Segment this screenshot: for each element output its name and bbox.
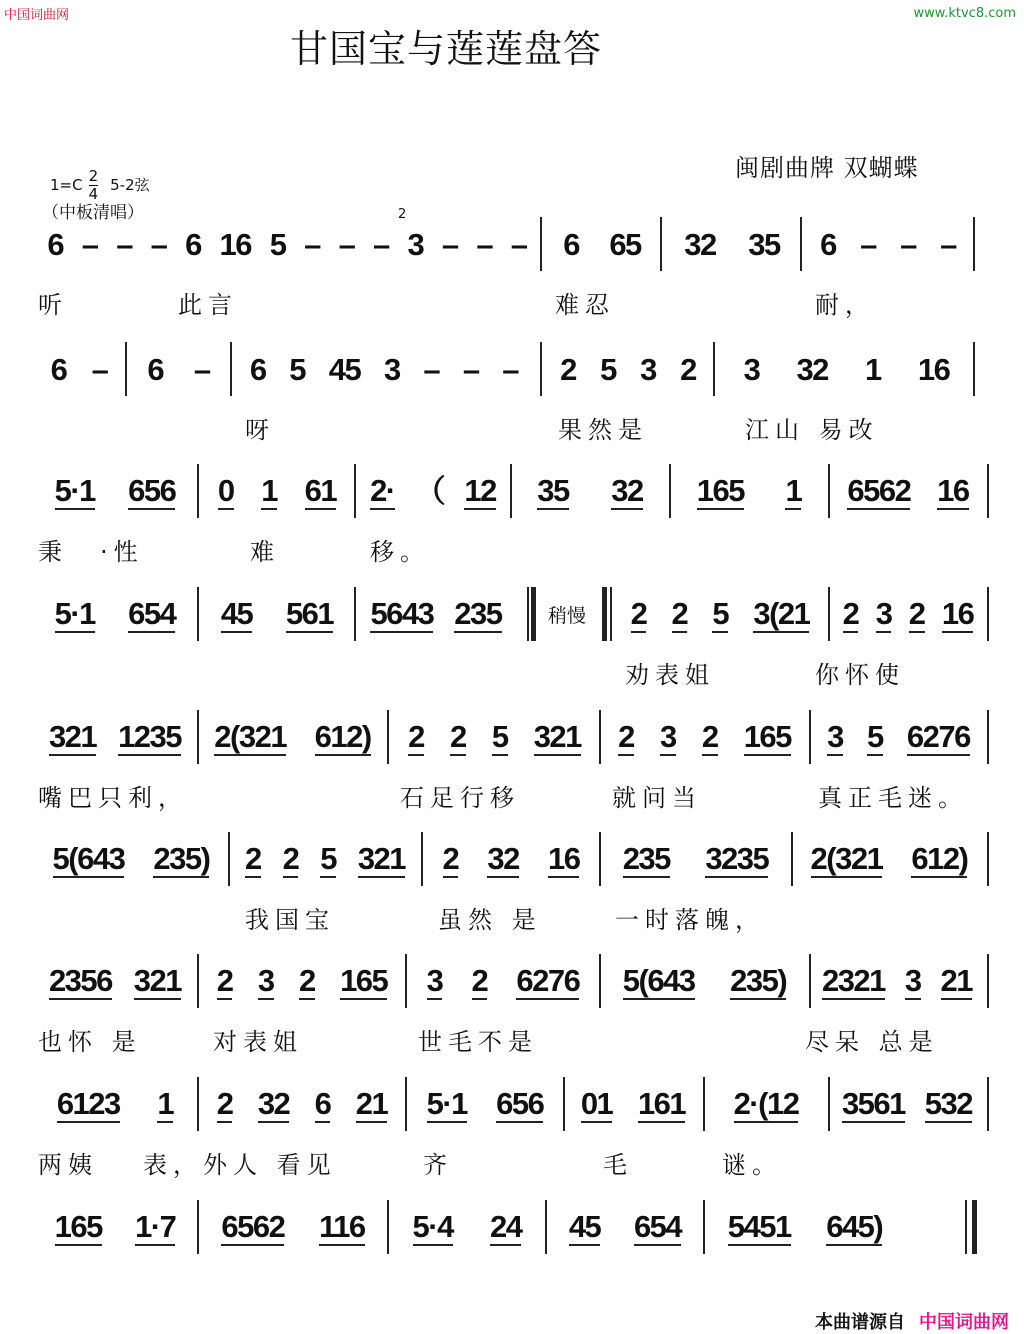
note-group: 2 xyxy=(680,351,696,387)
note-group: 6276 xyxy=(516,962,580,998)
note-group: 16 xyxy=(941,595,974,631)
barline xyxy=(987,710,989,764)
note-group: 321 xyxy=(533,718,581,754)
staff-row xyxy=(0,340,1024,444)
note-group: 65 xyxy=(609,226,641,262)
barline xyxy=(828,1077,830,1131)
watermark-left: 中国词曲网 xyxy=(4,8,70,23)
measure xyxy=(238,340,530,400)
barline xyxy=(973,342,975,396)
genre-label: 闽剧曲牌 双蝴蝶 xyxy=(735,154,919,182)
note-group: 6562 xyxy=(847,472,911,508)
note-group: 6 xyxy=(563,226,579,262)
measure xyxy=(204,585,350,645)
double-barline xyxy=(531,587,536,641)
measure xyxy=(204,1198,382,1258)
note-group: 5 xyxy=(600,351,616,387)
note-group: 165 xyxy=(743,718,791,754)
repeat-start-barline xyxy=(602,587,607,641)
note-group: 645) xyxy=(826,1208,883,1244)
lyric: 秉 xyxy=(38,538,68,566)
lyric: 听 xyxy=(38,291,68,319)
note-group: 321 xyxy=(357,840,406,876)
note-group: 61 xyxy=(304,472,337,508)
note-group: 654 xyxy=(128,595,176,631)
note-group: 2 xyxy=(671,595,688,631)
measure xyxy=(38,952,192,1012)
note-group: 116 xyxy=(319,1208,365,1244)
measure xyxy=(412,1075,558,1135)
note-group: 6 xyxy=(314,1085,331,1121)
lyric: 嘴巴只利， xyxy=(38,784,188,812)
note-group: 3 xyxy=(743,351,760,387)
note-group: 6123 xyxy=(56,1085,120,1121)
note-group: 532 xyxy=(924,1085,973,1121)
measure xyxy=(38,1198,192,1258)
measure xyxy=(516,462,664,522)
barline xyxy=(828,464,830,518)
lyric: 真正毛迷。 xyxy=(818,784,968,812)
note-group: 5(643 xyxy=(622,962,695,998)
note-group: 32 xyxy=(257,1085,290,1121)
note-group: 5 xyxy=(491,718,508,754)
measure xyxy=(676,462,822,522)
barline xyxy=(828,587,830,641)
note-group: 612) xyxy=(911,840,968,876)
barline xyxy=(599,954,601,1008)
measure xyxy=(38,1075,192,1135)
measure xyxy=(725,340,968,400)
note-group: – xyxy=(441,226,458,262)
repeat-start-barline xyxy=(610,587,612,641)
note-group: – xyxy=(940,226,956,262)
lyric: 谜。 xyxy=(722,1151,782,1179)
note-group: – xyxy=(81,226,98,262)
measure xyxy=(568,1075,698,1135)
lyric: 劝表姐 xyxy=(625,661,715,689)
lyric: 尽呆 总是 xyxy=(805,1028,939,1056)
time-top: 2 xyxy=(88,167,99,185)
measure xyxy=(38,708,192,768)
measure xyxy=(668,215,796,275)
barline xyxy=(540,342,542,396)
measure xyxy=(38,340,120,400)
staff-row xyxy=(0,585,1024,689)
time-bottom: 4 xyxy=(88,185,99,203)
barline xyxy=(354,464,356,518)
lyric: 一时落魄， xyxy=(615,906,765,934)
measure xyxy=(812,952,982,1012)
barline xyxy=(527,587,529,641)
measure xyxy=(618,585,822,645)
note-group: 6562 xyxy=(221,1208,285,1244)
note-group: 1·7 xyxy=(135,1208,176,1244)
watermark-right: www.ktvc8.com xyxy=(913,6,1016,21)
measure xyxy=(204,1075,400,1135)
note-group: 5(643 xyxy=(52,840,125,876)
note-group: 6 xyxy=(185,226,201,262)
lyric: 此言 xyxy=(178,291,238,319)
note-group: 3561 xyxy=(841,1085,905,1121)
note-group: 2·(12 xyxy=(733,1085,799,1121)
note-group: 2 xyxy=(701,718,718,754)
note-group: 2 xyxy=(408,718,424,754)
note-group: 656 xyxy=(496,1085,544,1121)
measure xyxy=(605,708,804,768)
note-group: 235) xyxy=(730,962,787,998)
note-group: 2321 xyxy=(821,962,885,998)
barline xyxy=(197,954,199,1008)
note-group: 1235 xyxy=(118,718,182,754)
note-group: 16 xyxy=(937,472,969,508)
measure xyxy=(38,585,192,645)
lyric: 毛 xyxy=(603,1151,633,1179)
note-group: 12 xyxy=(464,472,496,508)
note-group: 654 xyxy=(633,1208,682,1244)
note-group: 45 xyxy=(328,351,361,387)
measure xyxy=(605,952,804,1012)
measure xyxy=(548,340,708,400)
note-group: 45 xyxy=(568,1208,601,1244)
note-group: 2 xyxy=(282,840,299,876)
note-group: 2 xyxy=(449,718,466,754)
staff-row xyxy=(0,708,1024,812)
barline xyxy=(354,587,356,641)
measure xyxy=(204,952,400,1012)
note-group: 16 xyxy=(219,226,252,262)
measure xyxy=(548,215,656,275)
barline xyxy=(660,217,662,271)
barline xyxy=(387,710,389,764)
barline xyxy=(545,1200,547,1254)
barline xyxy=(703,1200,705,1254)
barline xyxy=(599,710,601,764)
measure xyxy=(394,1198,540,1258)
measure xyxy=(834,585,982,645)
note-group: 5·1 xyxy=(54,472,95,508)
note-group: 2(321 xyxy=(810,840,883,876)
note-group: 3 xyxy=(407,226,424,262)
note-group: – xyxy=(193,351,210,387)
barline xyxy=(197,1077,199,1131)
lyric: 世毛不是 xyxy=(418,1028,538,1056)
final-barline xyxy=(965,1200,967,1254)
slow-marking: 稍慢 xyxy=(548,605,587,627)
barline xyxy=(800,217,802,271)
note-group: 561 xyxy=(285,595,334,631)
note-group: 5 xyxy=(867,718,883,754)
lyric: 对表姐 xyxy=(213,1028,303,1056)
measure xyxy=(200,708,385,768)
barline xyxy=(405,1077,407,1131)
measure xyxy=(38,462,192,522)
note-group: – xyxy=(304,226,320,262)
lyric: 两姨 xyxy=(38,1151,98,1179)
note-group: 3 xyxy=(426,962,443,998)
note-group: – xyxy=(91,351,108,387)
barline xyxy=(987,832,989,886)
lyric: 也怀 是 xyxy=(38,1028,142,1056)
measure xyxy=(605,830,786,890)
note-group: 2 xyxy=(560,351,576,387)
note-group: 5 xyxy=(320,840,336,876)
barline xyxy=(228,832,230,886)
note-group: 35 xyxy=(537,472,569,508)
barline xyxy=(405,954,407,1008)
note-group: 35 xyxy=(748,226,780,262)
note-group: 165 xyxy=(696,472,744,508)
barline xyxy=(197,587,199,641)
measure xyxy=(832,1075,982,1135)
barline xyxy=(540,217,542,271)
note-group: 5·4 xyxy=(412,1208,453,1244)
barline xyxy=(987,954,989,1008)
lyric: 表，外人 看见 xyxy=(143,1151,337,1179)
barline xyxy=(421,832,423,886)
key: 1=C xyxy=(50,176,83,194)
note-group: 3 xyxy=(904,962,921,998)
note-group: 2 xyxy=(842,595,859,631)
note-group: 2 xyxy=(298,962,315,998)
note-group: 32 xyxy=(796,351,828,387)
lyric: 耐， xyxy=(815,291,875,319)
note-group: 321 xyxy=(133,962,182,998)
note-group: 5451 xyxy=(727,1208,791,1244)
staff-row xyxy=(0,1075,1024,1179)
note-group: 3 xyxy=(875,595,892,631)
barline xyxy=(510,464,512,518)
note-group: 2 xyxy=(471,962,488,998)
note-group: 235) xyxy=(153,840,210,876)
note-group: – xyxy=(338,226,355,262)
note-group: 2 xyxy=(630,595,647,631)
staff-row xyxy=(0,830,1024,934)
barline xyxy=(125,342,127,396)
measure xyxy=(834,462,982,522)
note-group: 2 xyxy=(216,1085,233,1121)
note-group: 6 xyxy=(249,351,266,387)
measure xyxy=(815,708,982,768)
lyric: 移。 xyxy=(370,538,430,566)
note-group: 1 xyxy=(261,472,277,508)
barline xyxy=(669,464,671,518)
barline xyxy=(197,464,199,518)
note-group: 235 xyxy=(622,840,670,876)
note-group: – xyxy=(150,226,167,262)
measure xyxy=(360,462,506,522)
measure xyxy=(360,585,512,645)
measure xyxy=(808,215,968,275)
note-group: 1 xyxy=(785,472,802,508)
barline xyxy=(987,464,989,518)
barline xyxy=(197,1200,199,1254)
lyric: ·性 xyxy=(100,538,144,566)
score-title: 甘国宝与莲莲盘答 xyxy=(290,27,603,71)
note-group: – xyxy=(510,226,527,262)
note-group: 45 xyxy=(220,595,253,631)
note-group: 3 xyxy=(659,718,676,754)
staff-row xyxy=(0,462,1024,566)
barline xyxy=(599,832,601,886)
barline xyxy=(809,710,811,764)
lyric: 我国宝 xyxy=(245,906,335,934)
measure xyxy=(38,830,224,890)
lyric: 就问当 xyxy=(612,784,702,812)
measure xyxy=(710,1075,822,1135)
lyric: 你怀使 xyxy=(815,661,905,689)
note-group: – xyxy=(462,351,479,387)
staff-row xyxy=(0,952,1024,1056)
note-group: 2 xyxy=(908,595,925,631)
note-group: 32 xyxy=(611,472,643,508)
note-group: 01 xyxy=(580,1085,613,1121)
lyric: 果然是 xyxy=(558,416,648,444)
lyric: 江山 易改 xyxy=(745,416,879,444)
note-group: – xyxy=(373,226,389,262)
note-group: 165 xyxy=(340,962,388,998)
note-group: 6 xyxy=(50,351,67,387)
note-group: 6276 xyxy=(906,718,970,754)
barline xyxy=(387,1200,389,1254)
note-group: 0 xyxy=(217,472,234,508)
note-group: 656 xyxy=(128,472,176,508)
lyric: 齐 xyxy=(423,1151,453,1179)
note-group: 32 xyxy=(684,226,716,262)
barline xyxy=(230,342,232,396)
barline xyxy=(809,954,811,1008)
measure xyxy=(132,340,225,400)
final-barline xyxy=(972,1200,977,1254)
note-group: 165 xyxy=(54,1208,102,1244)
note-group: 16 xyxy=(917,351,950,387)
measure xyxy=(796,830,982,890)
barline xyxy=(703,1077,705,1131)
barline xyxy=(563,1077,565,1131)
note-group: – xyxy=(423,351,440,387)
barline xyxy=(791,832,793,886)
note-group: （ xyxy=(414,473,445,509)
note-group: 3 xyxy=(640,351,656,387)
grace-note: 2 xyxy=(398,207,407,222)
note-group: 2356 xyxy=(48,962,112,998)
measure xyxy=(710,1198,900,1258)
note-group: 1 xyxy=(157,1085,174,1121)
source-brand: 中国词曲网 xyxy=(919,1312,1009,1333)
staff-row xyxy=(0,1198,1024,1258)
barline xyxy=(197,710,199,764)
measure xyxy=(204,462,350,522)
measure xyxy=(552,1198,698,1258)
source-credit xyxy=(815,1308,1009,1334)
note-group: 612) xyxy=(314,718,371,754)
note-group: 21 xyxy=(355,1085,388,1121)
note-group: – xyxy=(900,226,916,262)
source-label: 本曲谱源自 xyxy=(815,1312,905,1333)
measure xyxy=(38,215,536,275)
tempo-marking: （中板清唱） xyxy=(42,203,144,223)
measure xyxy=(412,952,594,1012)
note-group: 3(21 xyxy=(753,595,810,631)
note-group: – xyxy=(476,226,493,262)
barline xyxy=(987,1077,989,1131)
lyric: 难忍 xyxy=(555,291,615,319)
measure xyxy=(234,830,416,890)
lyric: 呀 xyxy=(245,416,275,444)
note-group: – xyxy=(116,226,132,262)
barline xyxy=(973,217,975,271)
note-group: 2 xyxy=(216,962,233,998)
note-group: 6 xyxy=(147,351,164,387)
note-group: 5 xyxy=(712,595,729,631)
note-group: 2 xyxy=(244,840,261,876)
note-group: 5·1 xyxy=(54,595,95,631)
note-group: 2(321 xyxy=(214,718,287,754)
measure xyxy=(395,708,594,768)
tuning: 5-2弦 xyxy=(110,176,150,194)
note-group: 3 xyxy=(383,351,400,387)
note-group: 321 xyxy=(48,718,97,754)
note-group: 5·1 xyxy=(426,1085,467,1121)
note-group: 24 xyxy=(489,1208,522,1244)
note-group: – xyxy=(860,226,876,262)
note-group: 16 xyxy=(547,840,580,876)
note-group: 2 xyxy=(442,840,459,876)
note-group: 21 xyxy=(940,962,972,998)
note-group: – xyxy=(502,351,519,387)
measure xyxy=(428,830,594,890)
lyric: 石足行移 xyxy=(400,784,520,812)
barline xyxy=(987,587,989,641)
note-group: 5 xyxy=(269,226,286,262)
note-group: 161 xyxy=(637,1085,686,1121)
note-group: 2 xyxy=(618,718,634,754)
note-group: 1 xyxy=(865,351,881,387)
note-group: 3 xyxy=(827,718,843,754)
note-group: 3 xyxy=(257,962,274,998)
note-group: 235 xyxy=(454,595,502,631)
note-group: 3235 xyxy=(705,840,769,876)
lyric: 难 xyxy=(250,538,280,566)
note-group: 5 xyxy=(289,351,306,387)
note-group: 5643 xyxy=(370,595,434,631)
note-group: 32 xyxy=(487,840,519,876)
note-group: 2· xyxy=(370,472,395,508)
barline xyxy=(713,342,715,396)
note-group: 6 xyxy=(820,226,836,262)
lyric: 虽然 是 xyxy=(438,906,542,934)
note-group: 6 xyxy=(47,226,64,262)
